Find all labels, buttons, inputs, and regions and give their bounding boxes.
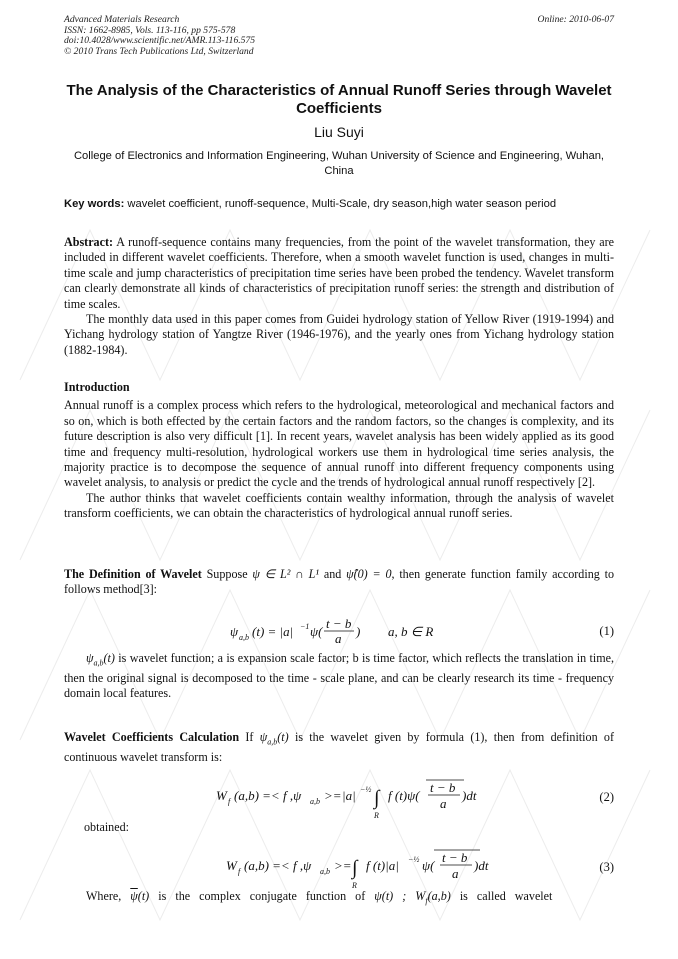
- svg-text:(a,b) =< f ,ψ: (a,b) =< f ,ψ: [244, 858, 312, 873]
- svg-text:R: R: [374, 811, 379, 820]
- journal-header: [64, 15, 614, 57]
- svg-text:>=: >=: [324, 788, 342, 803]
- doi-line: doi:10.4028/www.scientific.net/AMR.113-116.575: [64, 35, 256, 47]
- online-date: Online: 2010-06-07: [537, 14, 614, 25]
- where-mid: is the complex conjugate function of: [158, 889, 366, 903]
- svg-text:W: W: [226, 858, 237, 873]
- svg-text:W: W: [216, 788, 227, 803]
- svg-text:|a|: |a|: [342, 788, 356, 803]
- svg-text:f (t)|a|: f (t)|a|: [366, 858, 399, 873]
- abstract-section: [64, 235, 614, 358]
- introduction-p1: Annual runoff is a complex process which refers to the hydrological, meteorological and mechanical factors and so on, which is both effected by the certain factors and the random factors, so the changes is complexity, and its future description is also very difficult [1]. In recent years, wavelet analysis has been widely applied as its good time and frequency multi-resolution, hydrological workers use them in hydrological time series analysis, the majority practice is to decompose the sequence of annual runoff into different frequency components using wavelet analysis, to analysis or predict the cycle and the trends of hydrological annual runoff respectively [2].: [64, 398, 614, 490]
- svg-text:−½: −½: [408, 855, 420, 864]
- equation-2: [64, 776, 614, 820]
- coefficients-text-rest: is the wavelet given by formula (1), then from definition of continuous wavelet transform is:: [64, 730, 614, 764]
- svg-text:t − b: t − b: [326, 616, 352, 631]
- svg-text:a: a: [440, 796, 447, 811]
- where-line: [64, 889, 614, 909]
- where-end: is called wavelet: [459, 889, 553, 903]
- svg-text:∫: ∫: [352, 857, 358, 879]
- definition-math-b: ψ̂(0) = 0: [346, 567, 392, 581]
- issn-line: ISSN: 1662-8985, Vols. 113-116, pp 575-578: [64, 24, 236, 36]
- svg-text:a,b: a,b: [320, 867, 330, 876]
- keywords: [64, 198, 614, 210]
- definition-section: [64, 567, 614, 598]
- author-name: Liu Suyi: [314, 124, 364, 140]
- equation-2-formula: [214, 776, 524, 820]
- svg-text:f: f: [238, 867, 241, 876]
- svg-text:a: a: [335, 631, 342, 646]
- copyright-line: © 2010 Trans Tech Publications Ltd, Switzerland: [64, 45, 254, 57]
- abstract-label: Abstract:: [64, 235, 114, 249]
- wavelet-symbol-2: $\psi_{a,b}(t)$: [259, 730, 289, 747]
- wf-symbol: $W_f(a,b)$: [415, 889, 451, 906]
- coefficients-section: [64, 730, 614, 765]
- introduction-heading: Introduction: [64, 380, 130, 394]
- coefficients-heading: Wavelet Coefficients Calculation: [64, 730, 240, 744]
- svg-text:ψ(: ψ(: [422, 858, 435, 873]
- psi-t-symbol: ψ(t) ;: [374, 889, 407, 903]
- svg-text:t − b: t − b: [442, 850, 468, 865]
- obtained-text: obtained:: [84, 820, 130, 834]
- definition-math-a: ψ ∈ L² ∩ L¹: [252, 567, 320, 581]
- abstract-p2: The monthly data used in this paper comes from Guidei hydrology station of Yellow River (1919-1994) and Yichang hydrology station of Yangtze River (1946-1976), and the yearly ones from Yichang hydrology station (1882-1984).: [64, 312, 614, 357]
- svg-text:(t) = |a|: (t) = |a|: [252, 624, 294, 639]
- equation-1-formula: [228, 616, 434, 648]
- svg-text:)dt: )dt: [474, 858, 489, 873]
- definition-after: is wavelet function; a is expansion scale factor; b is time factor, which reflects the translation in time, then the original signal is decomposed to the time - scale plane, and can be clearly research its time - frequency domain local features.: [64, 651, 614, 701]
- svg-text:ψ(: ψ(: [310, 624, 323, 639]
- affiliation: College of Electronics and Information Engineering, Wuhan University of Science and Engineering, Wuhan, China: [73, 150, 605, 177]
- definition-explanation: [64, 651, 614, 702]
- introduction-section: [64, 380, 614, 522]
- journal-name: Advanced Materials Research: [64, 14, 180, 25]
- definition-heading: The Definition of Wavelet: [64, 567, 202, 581]
- svg-text:R: R: [352, 881, 357, 890]
- wavelet-symbol: $\psi_{a,b}(t)$: [86, 651, 115, 668]
- conjugate-symbol: $\overline{\psi}(t)$: [130, 889, 150, 903]
- svg-text:−1: −1: [300, 622, 310, 631]
- svg-text:a, b ∈ R: a, b ∈ R: [388, 624, 434, 639]
- equation-1-number: (1): [599, 624, 614, 638]
- equation-2-number: (2): [599, 790, 614, 804]
- svg-text:t − b: t − b: [430, 780, 456, 795]
- svg-text:)dt: )dt: [462, 788, 477, 803]
- keywords-label: Key words:: [64, 198, 125, 210]
- svg-text:a: a: [452, 866, 459, 881]
- svg-text:f: f: [228, 797, 231, 806]
- where-text: Where,: [86, 889, 122, 903]
- definition-text-and: and: [323, 567, 342, 581]
- definition-text-a: Suppose: [206, 567, 248, 581]
- svg-text:>=: >=: [334, 858, 352, 873]
- svg-text:−½: −½: [360, 785, 372, 794]
- svg-text:a,b: a,b: [239, 633, 249, 642]
- equation-1: [64, 618, 614, 648]
- keywords-text: wavelet coefficient, runoff-sequence, Multi-Scale, dry season,high water season period: [127, 198, 557, 210]
- definition-text-b: , then generate function family according to follows method[3]:: [64, 567, 614, 597]
- equation-3-formula: [224, 846, 534, 890]
- introduction-p2: The author thinks that wavelet coefficients contain wealthy information, through the analysis of wavelet transform coefficients, we can obtain the characteristics of hydrological annual runoff series.: [64, 490, 614, 521]
- svg-text:(a,b) =< f ,ψ: (a,b) =< f ,ψ: [234, 788, 302, 803]
- svg-text:a,b: a,b: [310, 797, 320, 806]
- abstract-p1: A runoff-sequence contains many frequencies, from the point of the wavelet transformation, they are included in different wavelet coefficients. Therefore, when a smooth wavelet function is used, changes in multi-time scale and jump characteristics of precipitation time series have been probed the tendency. Wavelet transform can clearly demonstrate all kinds of characteristics of precipitation runoff series: the strength and distribution of time scales.: [64, 235, 614, 311]
- equation-3: [64, 846, 614, 890]
- svg-text:∫: ∫: [374, 787, 380, 809]
- svg-text:ψ: ψ: [230, 624, 239, 639]
- paper-title: The Analysis of the Characteristics of Annual Runoff Series through Wavelet Coefficients: [66, 82, 612, 117]
- svg-text:): ): [356, 624, 361, 639]
- svg-text:f (t)ψ(: f (t)ψ(: [388, 788, 420, 803]
- coefficients-text-if: If: [245, 730, 254, 744]
- equation-3-number: (3): [599, 860, 614, 874]
